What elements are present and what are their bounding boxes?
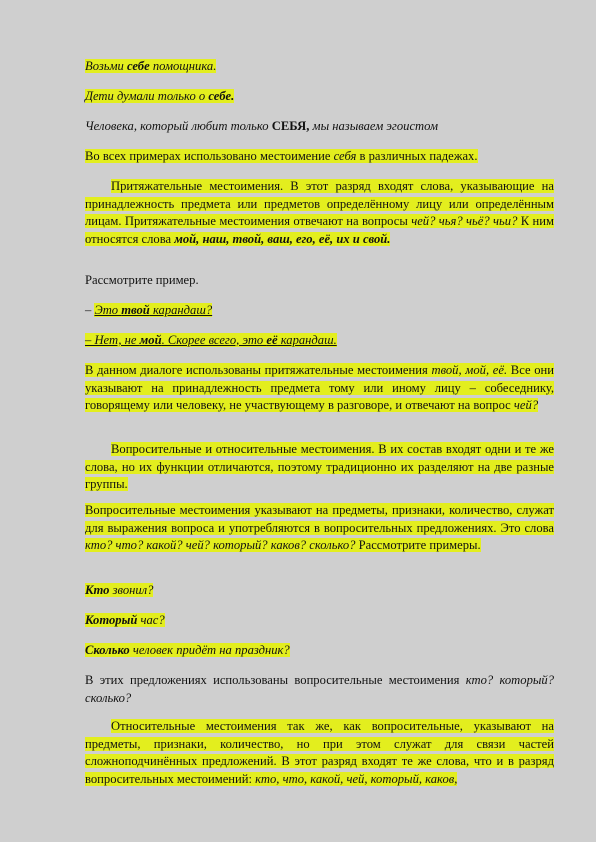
example-line-3	[85, 118, 554, 136]
text: час?	[137, 613, 165, 627]
emphasis: мой	[139, 333, 162, 347]
dialog-line-1	[85, 302, 554, 320]
emphasis: мой, наш, твой, ваш, его, её, их и свой.	[174, 231, 391, 246]
text: Вопросительные местоимения указывают на предметы, признаки, количество, служат для выражения вопроса и употребляются в вопросительных предложениях. Это слова	[85, 503, 554, 535]
text: Рассмотрите примеры.	[355, 538, 481, 552]
emphasis: твой, мой, её.	[431, 363, 508, 377]
emphasis: Кто	[85, 583, 110, 597]
emphasis: Который	[85, 613, 138, 627]
text: Относительные местоимения так же, как вопросительные, указывают на предметы, признаки, количество, но при этом служат для связи частей сложноподчинённых предложений. В этот разряд входят те же слова, что и в разряд вопросительных местоимений:	[85, 719, 554, 786]
text: Возьми	[85, 59, 127, 73]
emphasis: твой	[121, 303, 150, 317]
emphasis: чей? чья? чьё? чьи?	[411, 214, 518, 228]
question-example-1	[85, 582, 554, 600]
question-example-3	[85, 642, 554, 660]
example-line-2	[85, 88, 554, 106]
text: Человека, который любит только	[85, 119, 272, 133]
text: карандаш.	[277, 333, 337, 347]
dialog-analysis-paragraph	[85, 362, 554, 415]
interrogative-pronouns-paragraph	[85, 502, 554, 555]
text: человек придёт на праздник?	[129, 643, 290, 657]
dialog-line-2	[85, 332, 554, 350]
emphasis: СЕБЯ,	[271, 119, 310, 133]
emphasis: кто? что? какой? чей? который? каков? сколько?	[85, 538, 356, 552]
text: К ним относятся слова	[85, 214, 554, 246]
text: Все они указывают на принадлежность предмета тому или иному лицу – собеседнику, говорящему или человеку, не участвующему в разговоре, и отвечают на вопрос	[85, 363, 554, 412]
emphasis: кто? который? сколько?	[85, 673, 554, 705]
example-line-1	[85, 58, 554, 76]
text: в различных падежах.	[356, 149, 478, 163]
question-example-2	[85, 612, 554, 630]
text: мы называем эгоистом	[309, 119, 438, 133]
emphasis: себе.	[208, 89, 235, 103]
text: – Нет, не	[85, 333, 140, 347]
consider-example: Рассмотрите пример.	[85, 273, 199, 287]
text: В этих предложениях использованы вопросительные местоимения	[85, 673, 466, 687]
text: В данном диалоге использованы притяжательные местоимения	[85, 363, 432, 377]
emphasis: чей?	[513, 398, 539, 412]
possessive-pronouns-paragraph	[85, 178, 554, 248]
emphasis: её	[266, 333, 278, 347]
text: Дети думали только о	[85, 89, 209, 103]
text: Во всех примерах использовано местоимение	[85, 149, 334, 163]
dash: –	[85, 303, 95, 317]
relative-pronouns-paragraph	[85, 718, 554, 788]
emphasis: себя	[333, 149, 357, 163]
text: помощника.	[149, 59, 217, 73]
question-analysis-paragraph	[85, 672, 554, 707]
text: звонил?	[109, 583, 154, 597]
text: Вопросительные и относительные местоимения. В их состав входят одни и те же слова, но их функции отличаются, поэтому традиционно их разделяют на две разные группы.	[85, 442, 554, 491]
text: . Скорее всего, это	[161, 333, 267, 347]
text: Это	[94, 303, 122, 317]
emphasis: Сколько	[85, 643, 130, 657]
text: Притяжательные местоимения. В этот разряд входят слова, указывающие на принадлежность предмета или предметов определённому лицу или определённым лицам. Притяжательные местоимения отвечают на вопросы	[85, 179, 554, 228]
summary-paragraph	[85, 148, 554, 166]
interrogative-relative-paragraph	[85, 441, 554, 494]
text: карандаш?	[149, 303, 213, 317]
emphasis: себе	[126, 59, 150, 73]
emphasis: кто, что, какой, чей, который, каков,	[255, 771, 458, 786]
